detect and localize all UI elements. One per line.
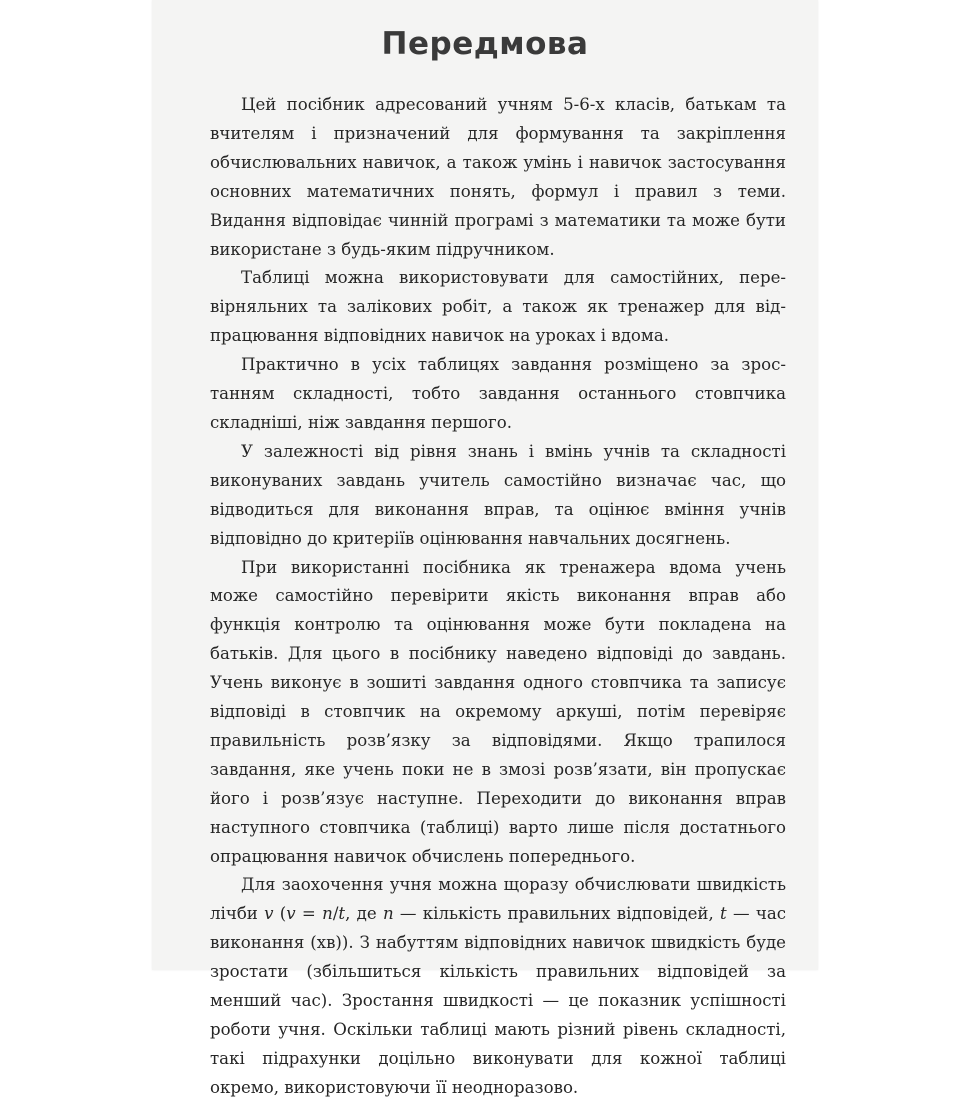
text-segment: ( — [273, 904, 287, 924]
book-page — [152, 0, 818, 1097]
paragraph-5: При використанні посібника як тренажера вдома учень може самостійно перевірити якість виконання вправ або функція контролю та оцінювання може бути покладена на батьків. Для цього в посібнику наведено відповіді до завдань. Учень виконує в зошиті завдання одного стовпчика та записує відповіді в стовпчик на окремому аркуші, потім перевіряє правильність розв’язку за відповідями. Якщо трапилося завдання, яке учень поки не в змозі розв’язати, він пропускає його і розв’язує наступне. Переходити до виконання вправ наступного стовпчика (таблиці) варто лише після достатнього опрацювання навичок обчислень попереднього. — [210, 557, 786, 866]
paragraph-3: Практично в усіх таблицях завдання розміщено за зростанням складності, тобто завдання останнього стовпчика складніші, ніж завдання першого. — [210, 355, 786, 432]
paragraph-6 — [210, 871, 786, 1102]
paragraph-2: Таблиці можна використовувати для самостійних, перевірняльних та залікових робіт, а також як тренажер для відпрацювання відповідних навичок на уроках і вдома. — [210, 268, 786, 346]
text-segment: — час виконання (хв)). З набуттям відповідних навичок швидкість буде зростати (збільшиться кількість правильних відповідей за менший час). Зростання швидкості — це показник успішності роботи учня. Оскільки таблиці мають різний рівень складності, такі підрахунки доцільно виконувати для кожної таблиці окремо, використовуючи її неодноразово. — [210, 904, 787, 1097]
math-variable-t: t — [338, 904, 346, 924]
paragraph-1: Цей посібник адресований учням 5-6-х класів, батькам та вчителям і призначений для формування та закріплення обчислювальних навичок, а також умінь і навичок застосування основних математичних понять, формул і правил з теми. Видання відповідає чинній програмі з математики та може бути використане з будь-яким підручником. — [210, 95, 786, 259]
body-text — [210, 91, 786, 1103]
text-segment: , де — [345, 904, 383, 924]
text-segment: = — [295, 904, 323, 924]
math-variable-t: t — [720, 904, 727, 924]
paragraph-4: У залежності від рівня знань і вмінь учнів та складності виконуваних завдань учитель самостійно визначає час, що відводиться для виконання вправ, та оцінює вміння учнів відповідно до критеріїв оцінювання навчальних досягнень. — [210, 441, 786, 548]
math-variable-v: v — [286, 904, 296, 924]
math-variable-n: n — [382, 904, 394, 924]
page-title: Передмова — [381, 26, 589, 62]
text-segment: — кількість правильних відповідей, — [393, 904, 721, 924]
text-segment: Для заохочення учня можна щоразу обчислювати швидкість лічби — [210, 875, 786, 924]
text-segment: / — [332, 904, 339, 924]
math-variable-n: n — [322, 904, 333, 924]
math-variable-v: v — [264, 904, 274, 924]
